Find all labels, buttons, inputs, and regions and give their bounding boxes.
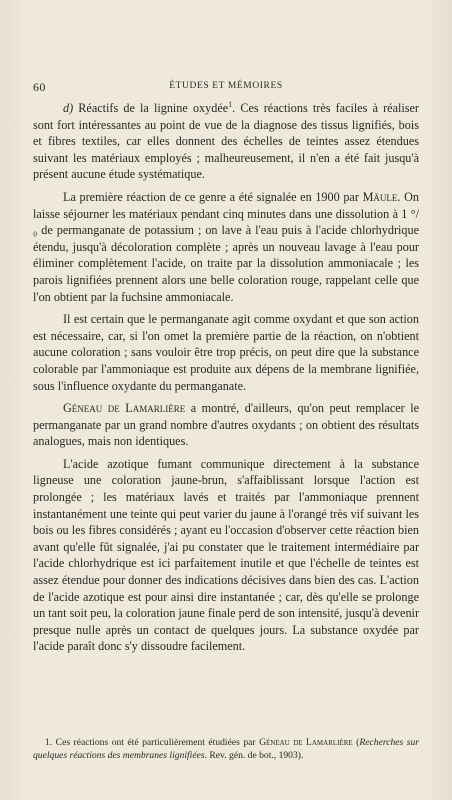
paragraph-text: Il est certain que le permanganate agit comme oxydant et que son action est nécessaire, car, si l'on omet la première partie de la réaction, on n'obtient aucune coloration ; sans vouloir être trop précis, on peut dire que la substance colorable par l'ammoniaque est produite aux dépens de la membrane lignifiée, sous l'influence oxydante du permanganate. xyxy=(33,312,419,393)
paragraph-text: . On laisse séjourner les matériaux pendant cinq minutes dans une dissolution à 1 °/₀ de permanganate de potassium ; on lave à l'eau puis à l'acide chlorhydrique étendu, jusqu'à décoloration complète ; après un nouveau lavage à l'eau pour éliminer complètement l'acide, on traite par la dissolution ammoniacale ; les parois lignifiées prennent alors une belle coloration rouge, rappelant celle que l'on obtient par la fuchsine ammoniacale. xyxy=(33,189,419,304)
paragraph-permanganate xyxy=(33,311,419,394)
running-head: ÉTUDES ET MÉMOIRES xyxy=(169,81,283,91)
author-name: Mäule xyxy=(362,189,398,204)
footnote-marker: 1. xyxy=(45,737,53,748)
paragraph-text: Réactifs de la lignine oxydée xyxy=(73,101,229,115)
paragraph-text: . Ces réactions très faciles à réaliser sont fort intéressantes au point de vue de la diagnose des tissus lignifiés, bois et fibres textiles, car elles donnent des échelles de teintes assez étendues suivant les matériaux employés ; malheureusement, il n'en a été fait jusqu'à présent aucune étude systématique. xyxy=(33,101,419,182)
paragraph-text: La première réaction de ce genre a été signalée en 1900 par xyxy=(63,189,363,204)
footnote-author: Géneau de Lamarlière xyxy=(259,737,353,748)
author-name: Géneau de Lamarlière xyxy=(63,401,186,416)
paragraph-geneau xyxy=(33,400,419,450)
footnote-ref[interactable]: 1 xyxy=(228,99,233,109)
paragraph-maule xyxy=(33,189,419,305)
footnote-text-part: ( xyxy=(352,737,360,748)
paragraph-reactifs xyxy=(33,100,419,183)
footnote xyxy=(33,736,419,762)
section-marker: d) xyxy=(63,101,74,115)
footnote-text-part: . Rev. gén. de bot., 1903). xyxy=(204,750,304,761)
page-number: 60 xyxy=(33,80,46,94)
footnote-text-part: Ces réactions ont été particulièrement étudiées par xyxy=(52,737,260,748)
page-header xyxy=(33,80,419,94)
body-text xyxy=(33,100,419,661)
paragraph-acide-azotique xyxy=(33,456,419,655)
footnote-text xyxy=(33,736,419,762)
footnote-title: Recherches sur quelques réactions des membranes lignifiées xyxy=(33,737,419,761)
paragraph-text: L'acide azotique fumant communique directement à la substance ligneuse une coloration jaune-brun, s'affaiblissant lorsque l'action est prolongée ; les matériaux lavés et traités par l'ammoniaque prennent instantanément une teinte qui peut varier du jaune à l'orangé très vif suivant les bois ou les fibres considérés ; ayant eu l'occasion d'observer cette réaction bien avant qu'elle fût signalée, j'ai pu constater que le traitement intermédiaire par l'acide chlorhydrique est ici parfaitement inutile et que l'échelle de teintes est assez étendue pour donner des indications décisives dans bien des cas. L'action de l'acide azotique est pour ainsi dire instantanée ; car, dès qu'elle se prolonge un tant soit peu, la coloration jaune finale perd de son intensité, jusqu'à devenir presque nulle après un contact de quelques jours. La substance oxydée par l'acide paraît donc s'y dissoudre facilement. xyxy=(33,456,419,654)
paragraph-text: a montré, d'ailleurs, qu'on peut remplacer le permanganate par un grand nombre d'autres oxydants ; on obtient des résultats analogues, mais non identiques. xyxy=(33,401,420,449)
